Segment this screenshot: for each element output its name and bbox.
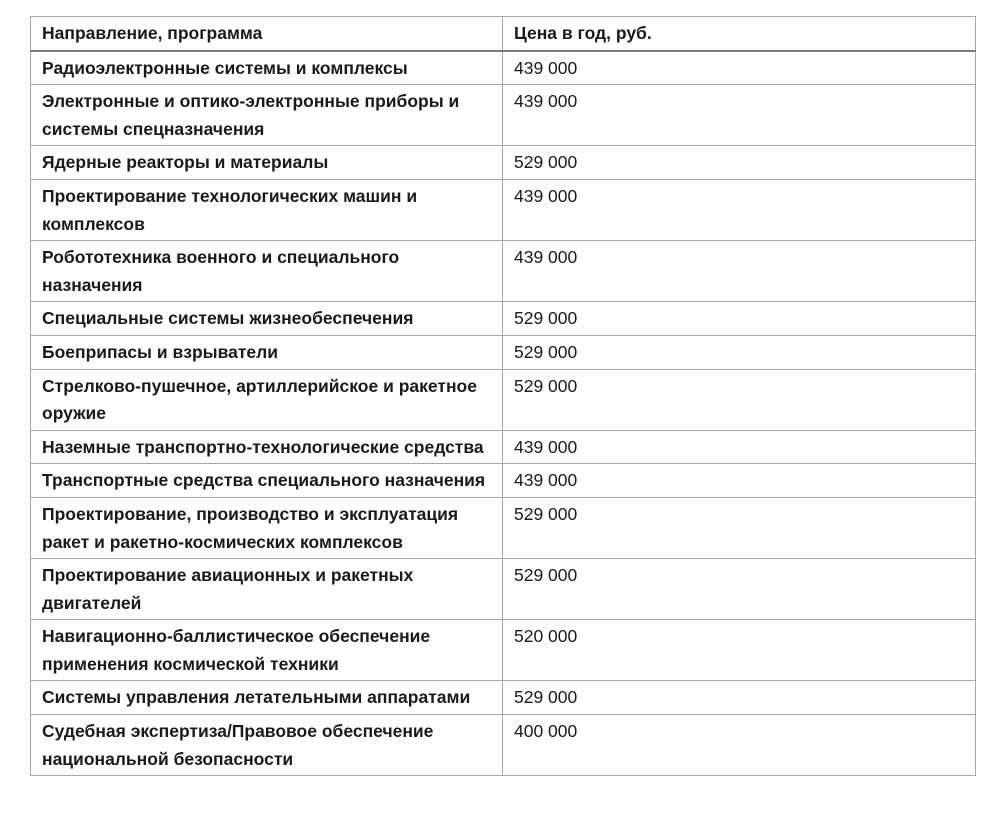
program-price: 529 000 <box>503 497 976 558</box>
program-name: Проектирование авиационных и ракетных двигателей <box>31 559 503 620</box>
program-name: Судебная экспертиза/Правовое обеспечение национальной безопасности <box>31 715 503 776</box>
program-name: Навигационно-баллистическое обеспечение применения космической техники <box>31 620 503 681</box>
table-row <box>31 497 976 558</box>
table-row <box>31 369 976 430</box>
program-name: Робототехника военного и специального назначения <box>31 241 503 302</box>
table-row <box>31 620 976 681</box>
program-name: Транспортные средства специального назначения <box>31 464 503 498</box>
program-name: Проектирование технологических машин и комплексов <box>31 179 503 240</box>
program-price: 400 000 <box>503 715 976 776</box>
program-name: Электронные и оптико-электронные приборы и системы спецназначения <box>31 85 503 146</box>
program-price: 529 000 <box>503 559 976 620</box>
table-row <box>31 146 976 180</box>
table-row <box>31 430 976 464</box>
program-price: 439 000 <box>503 51 976 85</box>
table-row <box>31 51 976 85</box>
program-price: 529 000 <box>503 335 976 369</box>
program-price: 439 000 <box>503 241 976 302</box>
program-price: 439 000 <box>503 430 976 464</box>
program-price: 439 000 <box>503 85 976 146</box>
program-name: Специальные системы жизнеобеспечения <box>31 302 503 336</box>
table-row <box>31 335 976 369</box>
program-price: 529 000 <box>503 302 976 336</box>
table-header-row <box>31 17 976 51</box>
table-row <box>31 464 976 498</box>
price-table <box>30 16 976 776</box>
program-name: Наземные транспортно-технологические средства <box>31 430 503 464</box>
table-row <box>31 179 976 240</box>
program-price: 529 000 <box>503 681 976 715</box>
table-row <box>31 559 976 620</box>
table-row <box>31 85 976 146</box>
program-name: Ядерные реакторы и материалы <box>31 146 503 180</box>
program-name: Системы управления летательными аппаратами <box>31 681 503 715</box>
program-price: 439 000 <box>503 179 976 240</box>
column-header-price: Цена в год, руб. <box>503 17 976 51</box>
column-header-program: Направление, программа <box>31 17 503 51</box>
program-name: Стрелково-пушечное, артиллерийское и ракетное оружие <box>31 369 503 430</box>
program-price: 520 000 <box>503 620 976 681</box>
table-row <box>31 681 976 715</box>
program-name: Боеприпасы и взрыватели <box>31 335 503 369</box>
program-price: 439 000 <box>503 464 976 498</box>
table-row <box>31 715 976 776</box>
table-row <box>31 241 976 302</box>
program-price: 529 000 <box>503 369 976 430</box>
program-name: Проектирование, производство и эксплуатация ракет и ракетно-космических комплексов <box>31 497 503 558</box>
program-name: Радиоэлектронные системы и комплексы <box>31 51 503 85</box>
program-price: 529 000 <box>503 146 976 180</box>
table-row <box>31 302 976 336</box>
